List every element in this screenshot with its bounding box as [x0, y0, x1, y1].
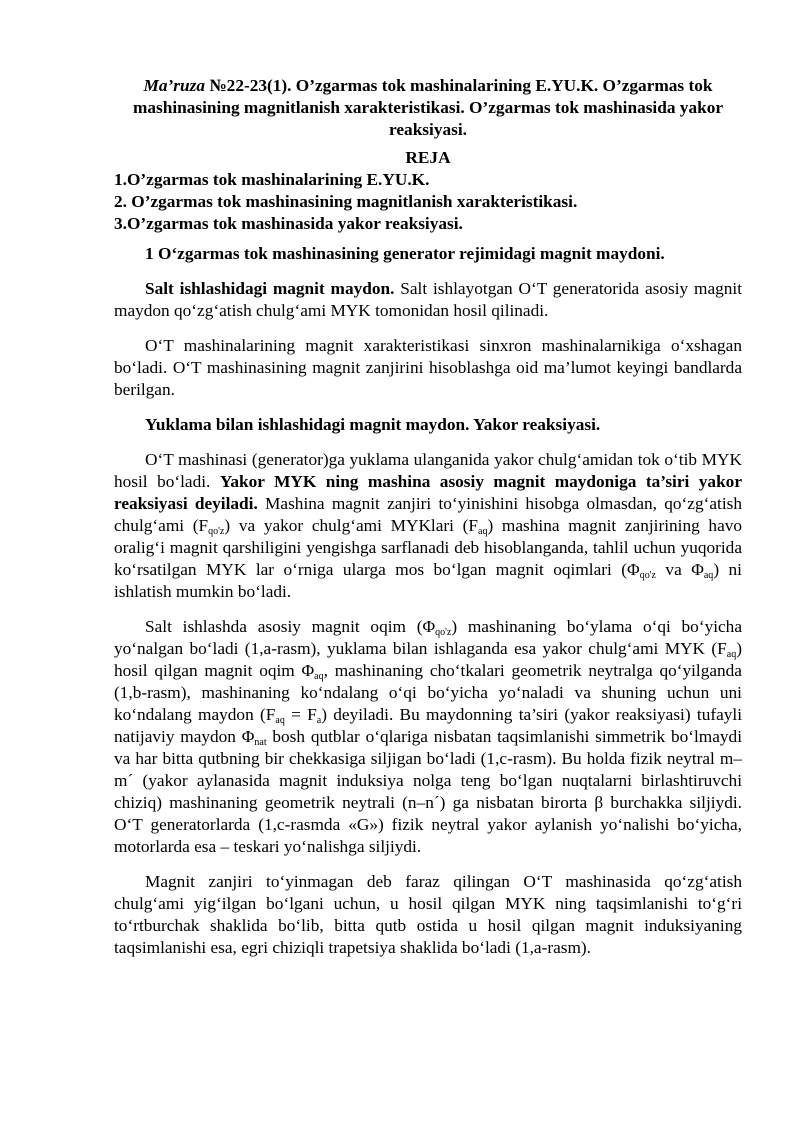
p4-text-3: ) hosil qilgan magnit oqim Φ [114, 639, 742, 680]
title-prefix: Ma’ruza [143, 76, 205, 95]
p4-sub-1: qo'z [435, 627, 452, 638]
p4-text-4: , mashinaning cho‘tkalari geometrik neytralga qo‘yilganda (1,b-rasm), mashinaning ko‘ndalang o‘qi bo‘yicha yo‘naladi va shuning uchun uni ko‘ndalang maydon (F [114, 661, 742, 724]
paragraph-5: Magnit zanjiri to‘yinmagan deb faraz qilingan O‘T mashinasida qo‘zg‘atish chulg‘ami yig‘ilgan bo‘lgani uchun, u hosil qilgan MYK ning taqsimlanishi to‘g‘ri to‘rtburchak shaklida bo‘lib, bitta qutb ostida u hosil qilgan magnit induksiyaning taqsimlanishi esa, egri chiziqli trapetsiya shaklida bo‘ladi (1,a-rasm). [114, 872, 742, 957]
p3-text-1: O‘T mashinasi (generator)ga yuklama ulanganida yakor chulg‘amidan tok o‘tib MYK hosil bo‘ladi. [114, 450, 742, 491]
paragraph-3 [114, 449, 742, 603]
p4-text-7: bosh qutblar o‘qlariga nisbatan taqsimlanishi simmetrik bo‘lmaydi va har bitta qutbning bir chekkasiga siljigan bo‘ladi (1,c-rasm). Bu holda fizik neytral m–m´ (yakor aylanasida magnit induksiya nolga teng bo‘lgan nuqtalarni birlashtiruvchi chiziq) mashinaning geometrik neytrali (n–n´) ga nisbatan birorta β burchakka siljiydi. O‘T generatorlarda (1,c-rasmda «G») fizik neytral yakor aylanish yo‘nalishi bo‘yicha, motorlarda esa – teskari yo‘nalishga siljiydi. [114, 727, 742, 856]
p4-text-6: ) deyiladi. Bu maydonning ta’siri (yakor reaksiyasi) tufayli natijaviy maydon Φ [114, 705, 743, 746]
document-page [114, 75, 742, 959]
p4-text-5: = F [284, 705, 317, 724]
plan-item-1: 1.O’zgarmas tok mashinalarining E.YU.K. [114, 170, 430, 189]
p4-sub-2: aq [726, 649, 737, 660]
p3-text-5: va Φ [655, 560, 704, 579]
section-1-heading: 1 O‘zgarmas tok mashinasining generator rejimidagi magnit maydoni. [145, 244, 665, 263]
p4-sub-6: nat [254, 737, 267, 748]
plan-item-3: 3.O’zgarmas tok mashinasida yakor reaksiyasi. [114, 214, 463, 233]
title-text: №22-23(1). O’zgarmas tok mashinalarining E.YU.K. O’zgarmas tok mashinasining magnitlanish xarakteristikasi. O’zgarmas tok mashinasida yakor reaksiyasi. [132, 76, 724, 139]
p3-text-2: Mashina magnit zanjiri to‘yinishini hisobga olmasdan, qo‘zg‘atish chulg‘ami (F [114, 494, 742, 535]
paragraph-1-lead: Salt ishlashidagi magnit maydon. [145, 279, 395, 298]
p4-sub-4: aq [275, 715, 285, 726]
p3-sub-1: qo'z [208, 526, 225, 537]
paragraph-1-text: Salt ishlayotgan O‘T generatorida asosiy magnit maydon qo‘zg‘atish chulg‘ami MYK tomonidan hosil qilinadi. [114, 279, 742, 320]
plan-heading: REJA [405, 148, 451, 167]
p4-text-1: Salt ishlashda asosiy magnit oqim (Φ [145, 617, 436, 636]
p4-sub-3: aq [314, 671, 324, 682]
p3-text-6: ) ni ishlatish mumkin bo‘ladi. [114, 560, 742, 601]
paragraph-1 [114, 278, 742, 322]
paragraph-4 [114, 616, 742, 858]
p3-text-4: ) mashina magnit zanjirining havo oralig‘i magnit qarshiligini yengishga sarflanadi deb hisoblanganda, tahlil uchun yuqorida ko‘rsatilgan MYK lar o‘rniga ularga mos bo‘lgan magnit oqimlari (Φ [114, 516, 743, 579]
p3-sub-2: aq [478, 526, 488, 537]
p4-sub-5: a [316, 715, 322, 726]
section-2-heading: Yuklama bilan ishlashidagi magnit maydon. Yakor reaksiyasi. [145, 415, 601, 434]
p4-text-2: ) mashinaning bo‘ylama o‘qi bo‘yicha yo‘nalgan bo‘ladi (1,a-rasm), yuklama bilan ishlaganda esa yakor chulg‘ami MYK (F [114, 617, 742, 658]
paragraph-2: O‘T mashinalarining magnit xarakteristikasi sinxron mashinalarnikiga o‘xshagan bo‘ladi. O‘T mashinasining magnit zanjirini hisoblashga oid ma’lumot keyingi bandlarda berilgan. [114, 336, 742, 399]
p3-sub-4: aq [703, 570, 714, 581]
p3-bold-definition: Yakor MYK ning mashina asosiy magnit maydoniga ta’siri yakor reaksiyasi deyiladi. [114, 472, 742, 513]
p3-text-3: ) va yakor chulg‘ami MYKlari (F [224, 516, 479, 535]
p3-sub-3: qo'z [639, 570, 656, 581]
plan-item-2: 2. O’zgarmas tok mashinasining magnitlanish xarakteristikasi. [114, 192, 578, 211]
document-title [114, 75, 742, 141]
